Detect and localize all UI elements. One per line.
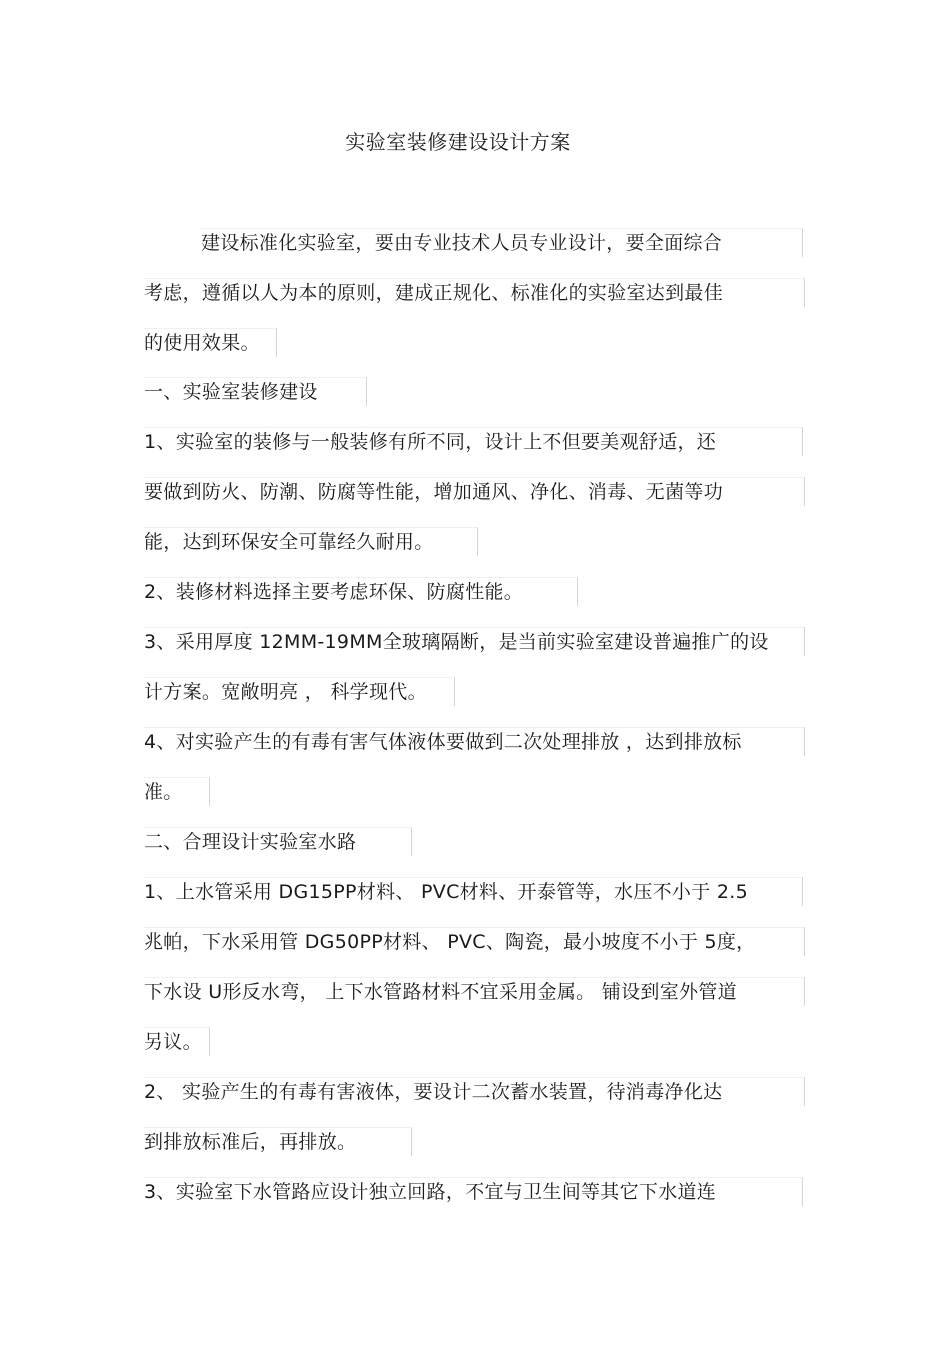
paragraph-line: 3、实验室下水管路应设计独立回路，不宜与卫生间等其它下水道连 <box>144 1177 803 1206</box>
paragraph-line: 到排放标准后，再排放。 <box>144 1127 412 1156</box>
paragraph-line: 要做到防火、防潮、防腐等性能，增加通风、净化、消毒、无菌等功 <box>144 477 805 506</box>
paragraph-line: 3、采用厚度 12MM-19MM全玻璃隔断，是当前实验室建设普遍推广的设 <box>144 627 805 656</box>
paragraph-line: 1、实验室的装修与一般装修有所不同，设计上不但要美观舒适，还 <box>144 427 803 456</box>
paragraph-line: 的使用效果。 <box>144 328 277 357</box>
paragraph-line: 1、上水管采用 DG15PP材料、 PVC材料、开泰管等，水压不小于 2.5 <box>144 877 803 906</box>
paragraph-line: 计方案。宽敞明亮 ， 科学现代。 <box>144 677 455 706</box>
paragraph-line: 另议。 <box>144 1027 210 1056</box>
paragraph-line: 2、装修材料选择主要考虑环保、防腐性能。 <box>144 577 578 606</box>
paragraph-line: 考虑，遵循以人为本的原则，建成正规化、标准化的实验室达到最佳 <box>144 278 805 307</box>
document-title: 实验室装修建设设计方案 <box>345 130 571 154</box>
paragraph-line: 能，达到环保安全可靠经久耐用。 <box>144 527 478 556</box>
paragraph-line: 2、 实验产生的有毒有害液体，要设计二次蓄水装置，待消毒净化达 <box>144 1077 805 1106</box>
paragraph-line: 准。 <box>144 777 210 806</box>
section-heading: 一、实验室装修建设 <box>144 377 367 406</box>
paragraph-line: 建设标准化实验室，要由专业技术人员专业设计，要全面综合 <box>201 228 803 257</box>
paragraph-line: 兆帕，下水采用管 DG50PP材料、 PVC、陶瓷，最小坡度不小于 5度， <box>144 927 805 956</box>
paragraph-line: 4、对实验产生的有毒有害气体液体要做到二次处理排放 ，达到排放标 <box>144 727 805 756</box>
section-heading: 二、合理设计实验室水路 <box>144 827 412 856</box>
paragraph-line: 下水设 U形反水弯， 上下水管路材料不宜采用金属。 铺设到室外管道 <box>144 977 805 1006</box>
